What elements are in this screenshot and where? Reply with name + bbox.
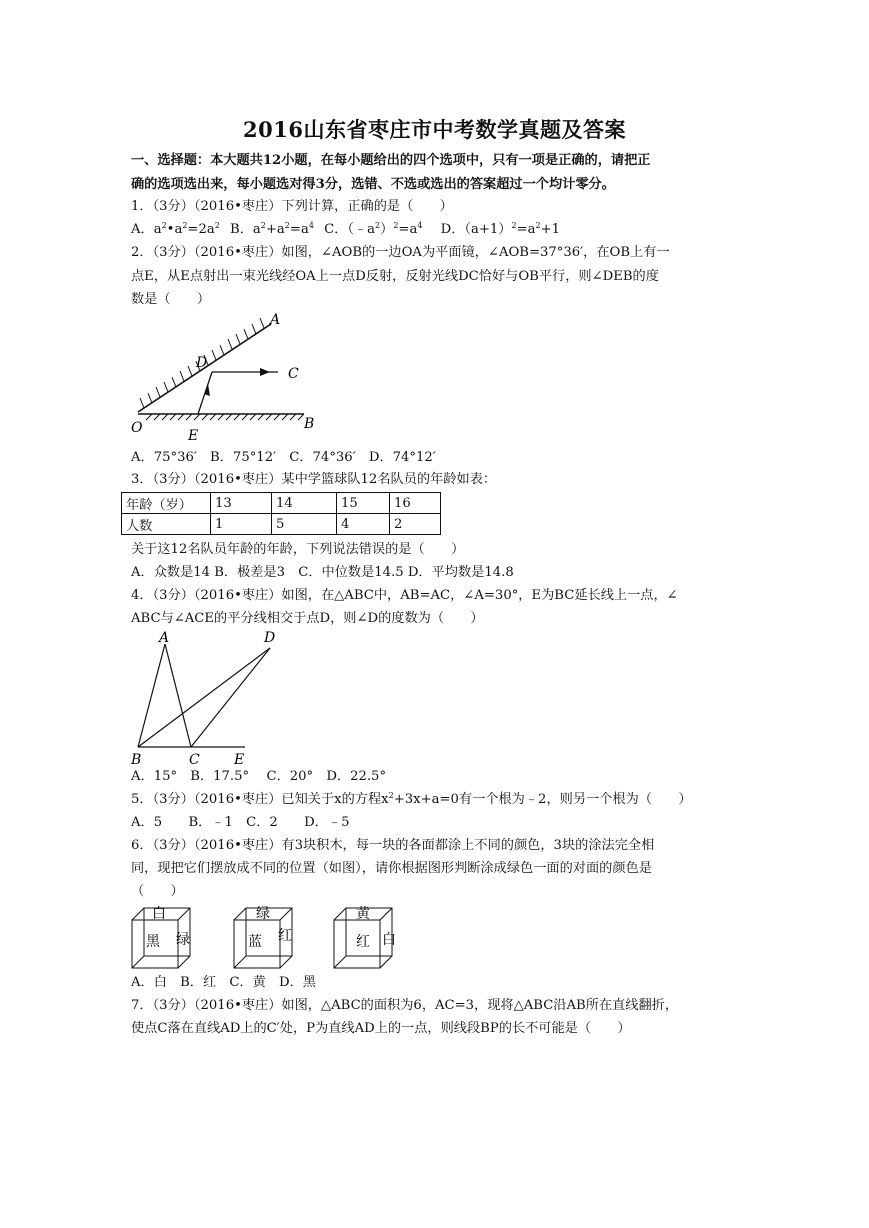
svg-text:E: E	[188, 428, 199, 444]
q1-options: A．$a^2•a^2=2a^2$ B．$a^2+a^2=a^4$ C．$(﹣a^2)^2=a^4$ D．$(a+1)^2=a^2+1$	[131, 221, 561, 237]
q5-options: A．5 B．﹣1 C．2 D．﹣5	[131, 815, 350, 830]
q6-options: A．白 B．红 C．黄 D．黑	[131, 975, 316, 990]
q2-mirror-figure	[128, 312, 328, 447]
svg-text:O: O	[131, 420, 143, 436]
q4-line-1: 4．（3分）（2016•枣庄）如图，在△ABC中，AB=AC，∠A=30°，E为BC延长线上一点，∠	[131, 588, 678, 603]
svg-text:E: E	[234, 752, 245, 768]
q3-options: A．众数是14 B．极差是3 C．中位数是14.5 D．平均数是14.8	[131, 565, 514, 580]
q7-line-1: 7．（3分）（2016•枣庄）如图，△ABC的面积为6，AC=3，现将△ABC沿AB所在直线翻折，	[131, 998, 679, 1013]
svg-text:C: C	[288, 366, 299, 382]
table-row	[122, 493, 441, 514]
svg-text:红: 红	[278, 928, 292, 944]
svg-text:绿: 绿	[256, 906, 270, 922]
q5-stem: 5．（3分）（2016•枣庄）已知关于x的方程$x^2+3x+a=0$有一个根为﹣2，则另一个根为（ ）	[131, 791, 692, 807]
table-cell: 15	[337, 493, 390, 514]
svg-text:蓝: 蓝	[248, 934, 262, 950]
q7-line-2: 使点C落在直线AD上的C′处，P为直线AD上的一点，则线段BP的长不可能是（ ）	[131, 1021, 631, 1036]
table-cell: 2	[390, 514, 441, 535]
q6-line-3: （ ）	[131, 884, 184, 899]
age-table	[121, 492, 441, 535]
svg-text:D: D	[196, 355, 208, 371]
table-cell: 16	[390, 493, 441, 514]
q4-triangle-figure	[128, 628, 288, 770]
svg-text:红: 红	[356, 934, 370, 950]
q2-line-2: 点E，从E点射出一束光线经OA上一点D反射，反射光线DC恰好与OB平行，则∠DEB的度	[131, 269, 659, 284]
q2-line-3: 数是（ ）	[131, 292, 211, 307]
q6-line-1: 6．（3分）（2016•枣庄）有3块积木，每一块的各面都涂上不同的颜色，3块的涂法完全相	[131, 838, 655, 853]
svg-text:B: B	[131, 752, 142, 768]
q2-options: A．75°36′ B．75°12′ C．74°36′ D．74°12′	[131, 450, 436, 465]
section-heading-line-1: 一、选择题：本大题共12小题，在每小题给出的四个选项中，只有一项是正确的，请把正	[131, 153, 651, 168]
q3-after-table: 关于这12名队员年龄的年龄，下列说法错误的是（ ）	[131, 542, 465, 557]
svg-text:A: A	[159, 630, 170, 646]
q6-cubes-figure	[128, 902, 418, 974]
svg-text:A: A	[270, 312, 281, 328]
table-cell: 14	[272, 493, 337, 514]
svg-text:黑: 黑	[146, 934, 160, 950]
svg-text:白: 白	[382, 932, 396, 948]
table-cell: 5	[272, 514, 337, 535]
table-cell: 人数	[122, 514, 211, 535]
q3-stem: 3．（3分）（2016•枣庄）某中学篮球队12名队员的年龄如表：	[131, 472, 497, 487]
svg-text:C: C	[189, 752, 200, 768]
svg-text:黄: 黄	[356, 906, 370, 922]
q1-stem: 1．（3分）（2016•枣庄）下列计算，正确的是（ ）	[131, 199, 453, 214]
q4-line-2: ABC与∠ACE的平分线相交于点D，则∠D的度数为（ ）	[131, 611, 484, 626]
q6-line-2: 同，现把它们摆放成不同的位置（如图），请你根据图形判断涂成绿色一面的对面的颜色是	[131, 861, 652, 876]
table-cell: 4	[337, 514, 390, 535]
q2-line-1: 2．（3分）（2016•枣庄）如图，∠AOB的一边OA为平面镜，∠AOB=37°36′，在OB上有一	[131, 245, 670, 260]
section-heading-line-2: 确的选项选出来，每小题选对得3分，选错、不选或选出的答案超过一个均计零分。	[131, 177, 615, 192]
svg-text:白: 白	[152, 906, 166, 922]
table-row	[122, 514, 441, 535]
svg-text:绿: 绿	[176, 932, 190, 948]
table-cell: 1	[211, 514, 272, 535]
page-title: 2016山东省枣庄市中考数学真题及答案	[243, 117, 626, 142]
table-cell: 年龄（岁）	[122, 493, 211, 514]
table-cell: 13	[211, 493, 272, 514]
svg-text:D: D	[264, 630, 276, 646]
q4-options: A．15° B．17.5° C．20° D．22.5°	[131, 769, 387, 784]
svg-text:B: B	[304, 416, 315, 432]
